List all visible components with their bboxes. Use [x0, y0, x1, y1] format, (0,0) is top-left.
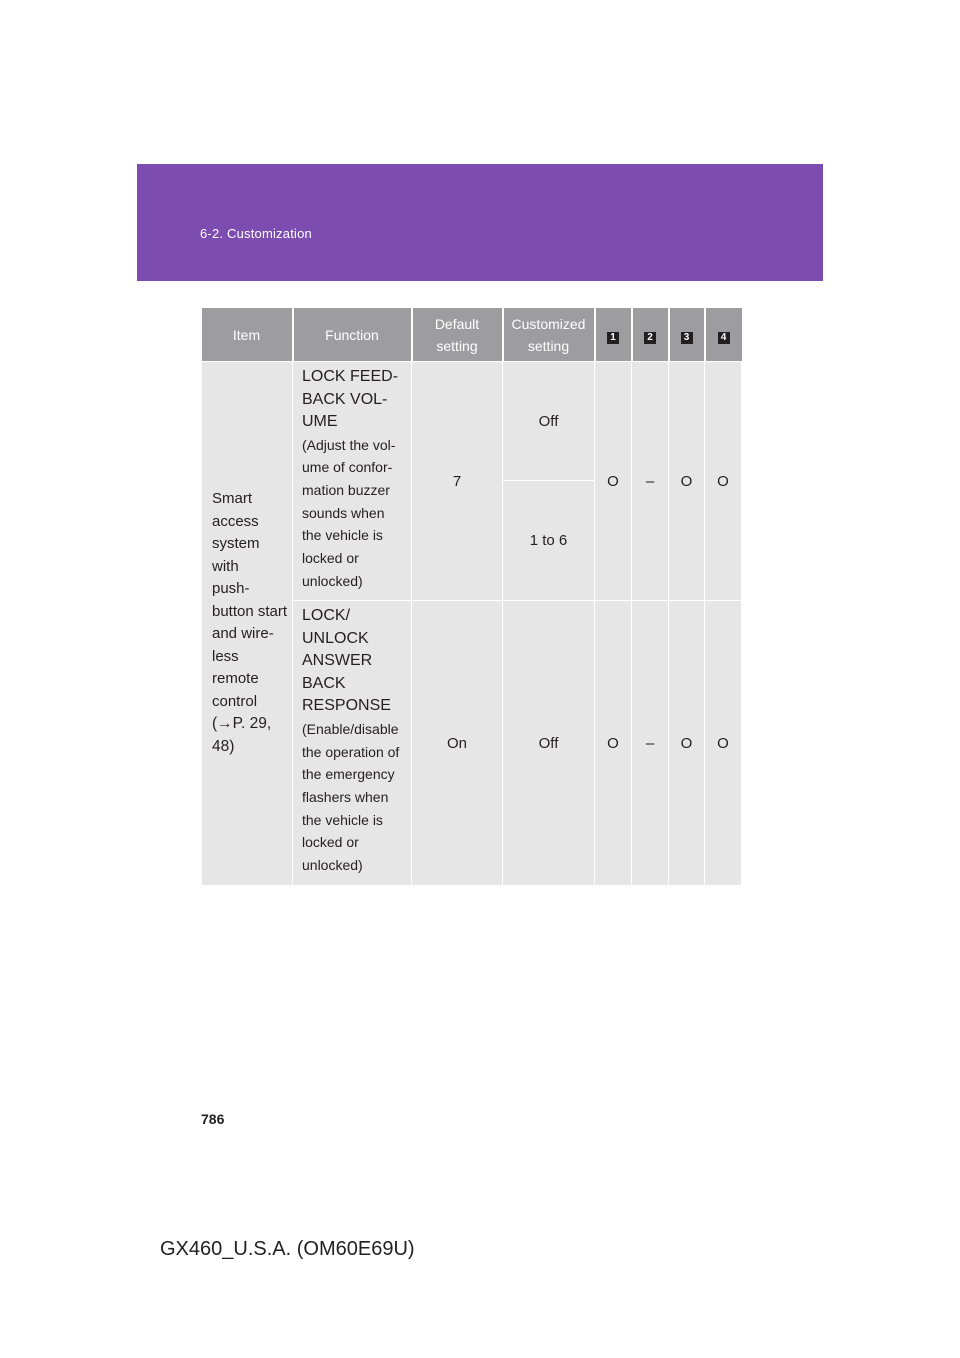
header-customized-line2: setting — [527, 337, 570, 354]
item-line: 48) — [212, 737, 235, 755]
customization-table — [201, 308, 742, 886]
function-desc-line: the vehicle is — [302, 527, 383, 544]
key-1-cell: O — [595, 362, 632, 601]
function-title-line: BACK — [302, 674, 346, 692]
function-desc-line: the vehicle is — [302, 811, 383, 828]
function-desc-line: the operation of — [302, 743, 400, 760]
key-1-icon: 1 — [607, 332, 619, 344]
header-function: Function — [293, 308, 412, 362]
key-2-icon: 2 — [644, 332, 656, 344]
function-description — [302, 718, 407, 877]
header-default-line2: setting — [436, 337, 478, 354]
key-3-cell: O — [669, 362, 705, 601]
item-line: less remote — [212, 647, 259, 688]
customized-setting-cell: Off — [503, 362, 595, 481]
key-1-cell: O — [595, 601, 632, 885]
item-line: access — [212, 512, 259, 530]
function-desc-line: locked or — [302, 550, 359, 567]
key-4-icon: 4 — [718, 332, 730, 344]
function-desc-line: unlocked) — [302, 857, 363, 874]
item-line: control — [212, 692, 258, 710]
function-desc-line: the emergency — [302, 766, 395, 783]
function-desc-line: locked or — [302, 834, 359, 851]
key-4-cell: O — [705, 601, 742, 885]
function-desc-line: mation buzzer — [302, 481, 390, 498]
function-title-line: RESPONSE — [302, 697, 391, 715]
function-cell — [293, 601, 412, 885]
item-line: button start — [212, 602, 288, 620]
function-desc-line: ume of confor- — [302, 459, 393, 476]
header-col-4 — [705, 308, 742, 362]
header-band — [137, 164, 823, 281]
item-line: system with — [212, 535, 260, 575]
function-title-line: LOCK/ — [302, 607, 351, 625]
item-cell — [202, 362, 293, 886]
header-default-line1: Default — [434, 315, 480, 332]
key-2-cell: – — [632, 601, 669, 885]
table-header-row — [202, 308, 742, 362]
page-number: 786 — [201, 1111, 225, 1127]
header-customized-setting — [503, 308, 595, 362]
item-line: Smart — [212, 490, 253, 508]
key-4-cell: O — [705, 362, 742, 601]
customized-setting-cell: 1 to 6 — [503, 481, 595, 601]
item-line: and wire- — [212, 625, 274, 643]
document-code: GX460_U.S.A. (OM60E69U) — [160, 1238, 415, 1260]
table-row — [202, 362, 742, 481]
item-line: (→P. 29, — [212, 715, 272, 733]
header-col-3 — [669, 308, 705, 362]
key-2-cell: – — [632, 362, 669, 601]
header-col-2 — [632, 308, 669, 362]
header-item: Item — [202, 308, 293, 362]
customized-setting-cell: Off — [503, 601, 595, 885]
function-desc-line: (Adjust the vol- — [302, 436, 396, 453]
default-setting-cell: On — [412, 601, 503, 885]
function-description — [302, 434, 407, 593]
function-title-line: ANSWER — [302, 652, 373, 670]
function-desc-line: flashers when — [302, 789, 389, 806]
function-title-line: UNLOCK — [302, 629, 369, 647]
function-title-line: BACK VOL- — [302, 390, 388, 408]
function-cell — [293, 362, 412, 601]
default-setting-cell: 7 — [412, 362, 503, 601]
function-title-line: LOCK FEED- — [302, 368, 399, 385]
function-title — [302, 366, 407, 434]
function-title — [302, 605, 407, 718]
header-col-1 — [595, 308, 632, 362]
function-title-line: UME — [302, 413, 338, 430]
function-desc-line: (Enable/disable — [302, 720, 399, 737]
header-default-setting — [412, 308, 503, 362]
item-line: push- — [212, 580, 250, 598]
key-3-icon: 3 — [681, 332, 693, 344]
section-title: 6-2. Customization — [200, 226, 312, 241]
function-desc-line: sounds when — [302, 504, 385, 521]
key-3-cell: O — [669, 601, 705, 885]
header-customized-line1: Customized — [511, 315, 586, 332]
function-desc-line: unlocked) — [302, 572, 363, 589]
